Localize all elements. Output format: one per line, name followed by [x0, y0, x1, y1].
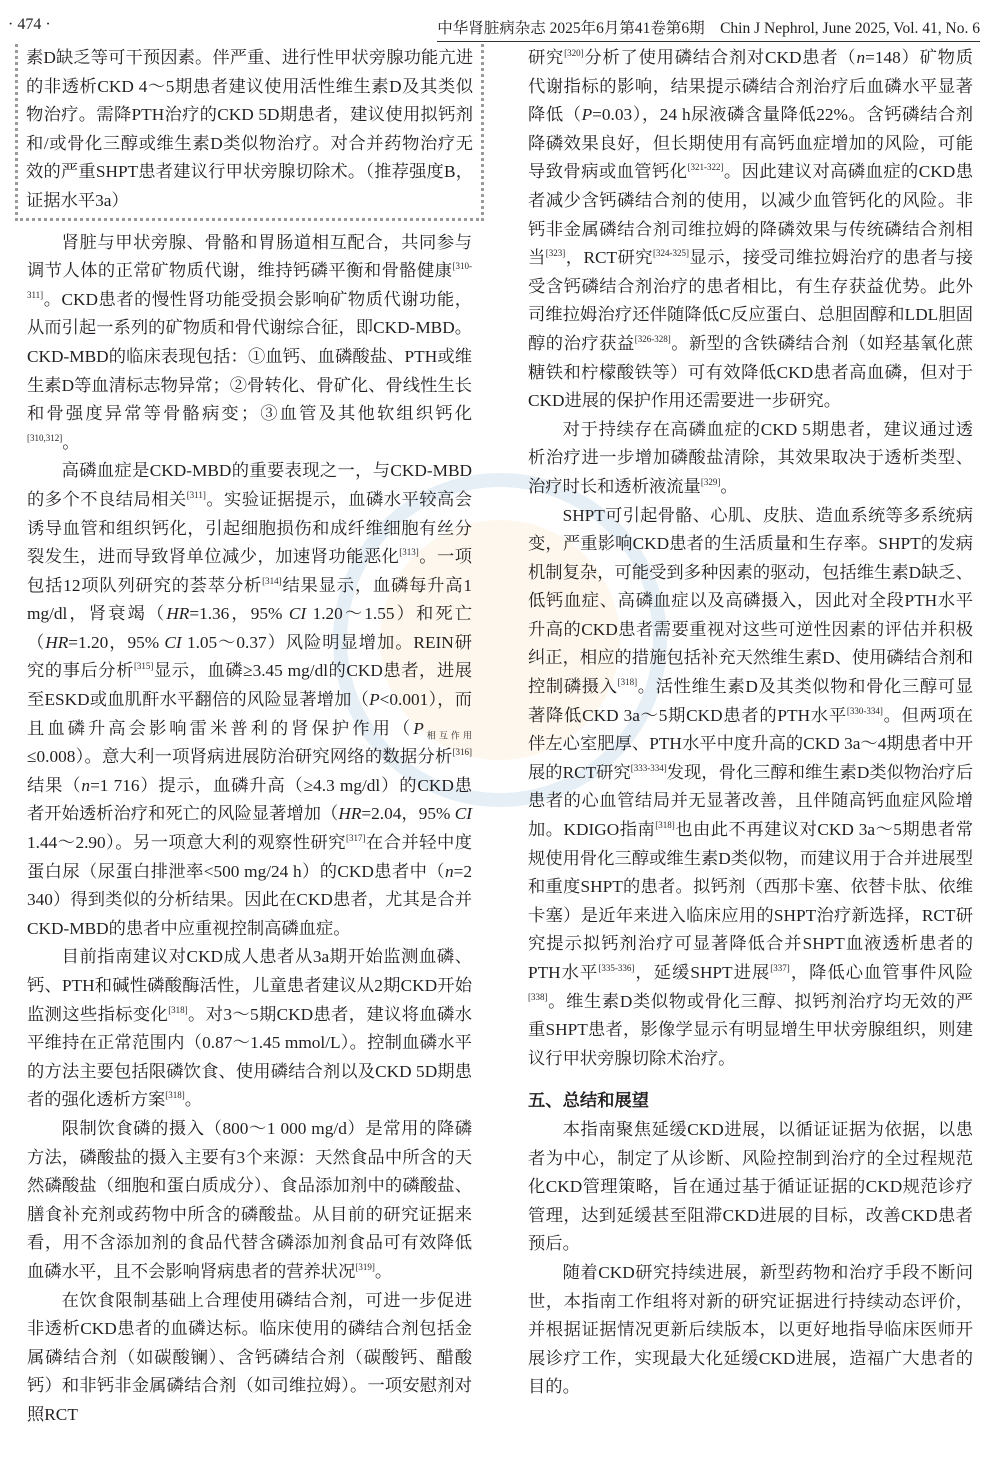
text-run: 。因此建议对高磷血症的CKD患者减少含钙磷结合剂的使用，以减少血管钙化的风险。非钙非金属磷结合剂司维拉姆的降磷效果与传统磷结合剂相当: [528, 162, 973, 268]
text-run: 。: [374, 1261, 393, 1281]
text-run: 对于持续存在高磷血症的CKD 5期患者，建议通过透析治疗进一步增加磷酸盐清除，其效果取决于透析类型、治疗时长和透析液流量: [528, 419, 973, 496]
italic-symbol: CI: [164, 632, 182, 652]
italic-symbol: HR: [166, 604, 190, 624]
citation-ref: [333-334]: [630, 762, 667, 773]
continued-paragraph: [528, 44, 973, 416]
text-run: =148）矿物质代谢指标的影响，结果提示磷结合剂治疗后血磷水平显著降低（: [528, 48, 973, 125]
text-run: =1 716）提示，血磷升高（≥4.3 mg/dl）的CKD患者开始透析治疗和死亡的风险显著增加（: [27, 775, 472, 824]
box-paragraphs: [26, 44, 473, 216]
text-run: 随着CKD研究持续进展，新型药物和治疗手段不断问世，本指南工作组将对新的研究证据进行持续动态评价，并根据证据情况更新后续版本，以更好地指导临床医师开展诊疗工作，实现最大化延缓CKD进展，造福广大患者的目的。: [528, 1262, 973, 1397]
left-column: [27, 44, 472, 1430]
text-run: 。: [720, 476, 738, 496]
text-run: 。维生素D类似物或骨化三醇、拟钙剂治疗均无效的严重SHPT患者，影像学显示有明显增生甲状旁腺组织，则建议行甲状旁腺切除术治疗。: [528, 991, 973, 1068]
citation-ref: [323]: [545, 248, 566, 259]
text-run: 。: [184, 1090, 203, 1110]
right-column: [528, 44, 973, 1402]
text-run: 限制饮食磷的摄入（800～1 000 mg/d）是常用的降磷方法，磷酸盐的摄入主要有3个来源：天然食品中所含的天然磷酸盐（细胞和蛋白质成分）、食品添加剂中的磷酸盐、膳食补充剂或药物中所含的磷酸盐。从目前的研究证据来看，用不含添加剂的食品代替含磷添加剂食品可有效降低血磷水平，且不会影响肾病患者的营养状况: [27, 1118, 472, 1281]
citation-ref: [313]: [399, 547, 419, 558]
text-run: 目前指南建议对CKD成人患者从3a期开始监测血磷、钙、PTH和碱性磷酸酶活性，儿童患者建议从2期CKD开始监测这些指标变化: [27, 947, 472, 1024]
citation-ref: [318]: [617, 677, 638, 688]
text-run: =0.03），24 h尿液磷含量降低22%。含钙磷结合剂降磷效果良好，但长期使用有高钙血症增加的风险，可能导致骨病或血管钙化: [528, 105, 973, 182]
text-run: 。对3～5期CKD患者，建议将血磷水平维持在正常范围内（0.87～1.45 mmol/L）。控制血磷水平的方法主要包括限磷饮食、使用磷结合剂以及CKD 5D期患者的强化透析方案: [27, 1004, 472, 1110]
citation-ref: [311]: [186, 489, 206, 500]
paragraph: [528, 416, 973, 502]
italic-symbol: CI: [454, 804, 472, 824]
citation-ref: [335-336]: [598, 963, 635, 973]
paragraph: [27, 943, 472, 1115]
citation-ref: [319]: [355, 1261, 375, 1272]
text-run: 本指南聚焦延缓CKD进展，以循证证据为依据，以患者为中心，制定了从诊断、风险控制到治疗的全过程规范化CKD管理策略，旨在通过基于循证证据的CKD规范诊疗管理，达到延缓甚至阻滞CKD进展的目标，改善CKD患者预后。: [528, 1119, 973, 1254]
citation-ref: [317]: [346, 833, 366, 844]
text-run: 肾脏与甲状旁腺、骨骼和胃肠道相互配合，共同参与调节人体的正常矿物质代谢，维持钙磷平衡和骨骼健康: [27, 232, 472, 281]
italic-symbol: HR: [45, 632, 69, 652]
text-run: SHPT可引起骨骼、心肌、皮肤、造血系统等多系统病变，严重影响CKD患者的生活质量和生存率。SHPT的发病机制复杂，可能受到多种因素的驱动，包括维生素D缺乏、低钙血症、高磷血症以及高磷摄入，因此对全段PTH水平升高的CKD患者需要重视对这些可逆性因素的评估并积极纠正，相应的措施包括补充天然维生素D、使用磷结合剂和控制磷摄入: [528, 505, 973, 697]
paragraph: [528, 1116, 973, 1259]
citation-ref: [324-325]: [653, 248, 690, 259]
text-run: 1.20～1.55）和死亡（: [27, 604, 472, 652]
citation-ref: [329]: [700, 476, 721, 487]
text-run: 高磷血症是CKD-MBD的重要表现之一，与CKD-MBD的多个不良结局相关: [27, 461, 472, 509]
citation-ref: [320]: [564, 48, 584, 58]
paragraph: [27, 457, 472, 943]
text-run: 在合并轻中度蛋白尿（尿蛋白排泄率<500 mg/24 h）的CKD患者中（: [27, 833, 472, 881]
italic-symbol: HR: [338, 804, 362, 824]
italic-symbol: P: [581, 105, 593, 125]
text-run: 。活性维生素D及其类似物和骨化三醇可显著降低CKD 3a～5期CKD患者的PTH水平: [528, 677, 973, 725]
citation-ref: [318]: [165, 1090, 185, 1101]
citation-ref: [318]: [168, 1004, 188, 1015]
text-run: 结果（: [27, 775, 82, 795]
text-run: 也由此不再建议对CKD 3a～5期患者常规使用骨化三醇或维生素D类似物，而建议用于合并进展型和重度SHPT的患者。拟钙剂（西那卡塞、依替卡肽、依维卡塞）是近年来进入临床应用的SHPT治疗新选择，RCT研究提示拟钙剂治疗可显著降低合并SHPT血液透析患者的PTH水平: [528, 820, 973, 982]
text-run: 结果显示，血磷每升高1 mg/dl，肾衰竭（: [27, 575, 472, 624]
citation-ref: [338]: [528, 991, 548, 1002]
citation-ref: [314]: [262, 575, 282, 586]
left-paragraphs: [27, 229, 472, 1430]
text-run: 。一项包括12项队列研究的荟萃分析: [27, 547, 472, 595]
italic-symbol: P: [369, 690, 380, 710]
text-run: =2.04，95%: [361, 804, 455, 824]
text-run: =2 340）得到类似的分析结果。因此在CKD患者，尤其是合并CKD-MBD的患者中应重视控制高磷血症。: [27, 861, 472, 938]
italic-symbol: n: [856, 48, 866, 67]
italic-symbol: P: [413, 718, 424, 738]
citation-ref: [318]: [655, 820, 675, 831]
text-run: 显示，血磷≥3.45 mg/dl的CKD患者，进展至ESKD或血肌酐水平翻倍的风险显著增加（: [27, 661, 472, 710]
paragraph: [27, 1287, 472, 1430]
text-run: 。CKD患者的慢性肾功能受损会影响矿物质代谢功能，从而引起一系列的矿物质和骨代谢综合征，即CKD-MBD。CKD-MBD的临床表现包括：①血钙、血磷酸盐、PTH或维生素D等血清标志物异常；②骨转化、骨矿化、骨线性生长和骨强度异常等骨骼病变；③血管及其他软组织钙化: [27, 289, 472, 424]
text-run: 发现，骨化三醇和维生素D类似物治疗后患者的心血管结局并无显著改善，且伴随高钙血症风险增加。KDIGO指南: [528, 762, 973, 840]
text-run: 分析了使用磷结合剂对CKD患者（: [583, 48, 857, 67]
text-run: 。新型的含铁磷结合剂（如羟基氧化蔗糖铁和柠檬酸铁等）可有效降低CKD患者高血磷，但对于CKD进展的保护作用还需要进一步研究。: [528, 333, 973, 411]
recommendation-box: [15, 44, 484, 221]
text-run: 。: [62, 432, 80, 452]
summary-paragraphs: [528, 1116, 973, 1402]
paragraph: [528, 44, 973, 416]
citation-ref: [310-311]: [27, 261, 472, 300]
text-run: ，延缓SHPT进展: [634, 963, 771, 982]
journal-running-header: 中华肾脏病杂志 2025年6月第41卷第6期 Chin J Nephrol, June 2025, Vol. 41, No. 6: [437, 16, 980, 42]
subscript: 相互作用: [423, 730, 472, 741]
citation-ref: [330-334]: [846, 705, 883, 716]
text-run: 1.44～2.90）。另一项意大利的观察性研究: [27, 833, 346, 853]
paragraph: [27, 229, 472, 458]
text-run: =1.36，95%: [189, 604, 289, 624]
paragraph: [528, 502, 973, 1074]
text-run: 显示，接受司维拉姆治疗的患者与接受含钙磷结合剂治疗的患者相比，有生存获益优势。此外司维拉姆治疗还伴随降低C反应蛋白、总胆固醇和LDL胆固醇的治疗获益: [528, 248, 973, 353]
right-paragraphs: [528, 416, 973, 1074]
citation-ref: [310,312]: [27, 432, 63, 443]
paragraph: [26, 44, 473, 216]
text-run: <0.001），而且血磷升高会影响雷米普利的肾保护作用（: [27, 690, 472, 738]
italic-symbol: CI: [288, 604, 307, 624]
text-run: 。实验证据提示，血磷水平较高会诱导血管和组织钙化，引起细胞损伤和成纤维细胞有丝分裂发生，进而导致肾单位减少，加速肾功能恶化: [27, 489, 472, 567]
italic-symbol: n: [444, 861, 454, 881]
citation-ref: [326-328]: [634, 333, 671, 344]
section-heading: 五、总结和展望: [528, 1091, 649, 1111]
italic-symbol: n: [81, 775, 91, 795]
text-run: ，RCT研究: [565, 248, 654, 268]
text-run: =1.20，95%: [68, 632, 165, 652]
text-run: ≤0.008）。意大利一项肾病进展防治研究网络的数据分析: [27, 747, 453, 767]
paragraph: [27, 1115, 472, 1287]
citation-ref: [316]: [452, 747, 472, 758]
text-run: 1.05～0.37）风险明显增加。REIN研究的事后分析: [27, 632, 472, 681]
text-run: 在饮食限制基础上合理使用磷结合剂，可进一步促进非透析CKD患者的血磷达标。临床使用的磷结合剂包括金属磷结合剂（如碳酸镧）、含钙磷结合剂（碳酸钙、醋酸钙）和非钙非金属磷结合剂（如司维拉姆）。一项安慰剂对照RCT: [27, 1290, 472, 1424]
paragraph: [528, 1259, 973, 1402]
citation-ref: [315]: [133, 661, 154, 672]
text-run: 研究: [528, 48, 565, 67]
page-number: · 474 ·: [8, 16, 51, 33]
citation-ref: [337]: [770, 963, 790, 973]
text-run: 。但两项在伴左心室肥厚、PTH水平中度升高的CKD 3a～4期患者中开展的RCT研究: [528, 705, 973, 782]
text-run: ，降低心血管事件风险: [789, 963, 973, 982]
citation-ref: [321-322]: [687, 162, 724, 173]
text-run: 素D缺乏等可干预因素。伴严重、进行性甲状旁腺功能亢进的非透析CKD 4～5期患者建议使用活性维生素D及其类似物治疗。需降PTH治疗的CKD 5D期患者，建议使用拟钙剂和/或骨化三醇或维生素D类似物治疗。对合并药物治疗无效的严重SHPT患者建议行甲状旁腺切除术。（推荐强度B，证据水平3a）: [26, 48, 473, 210]
